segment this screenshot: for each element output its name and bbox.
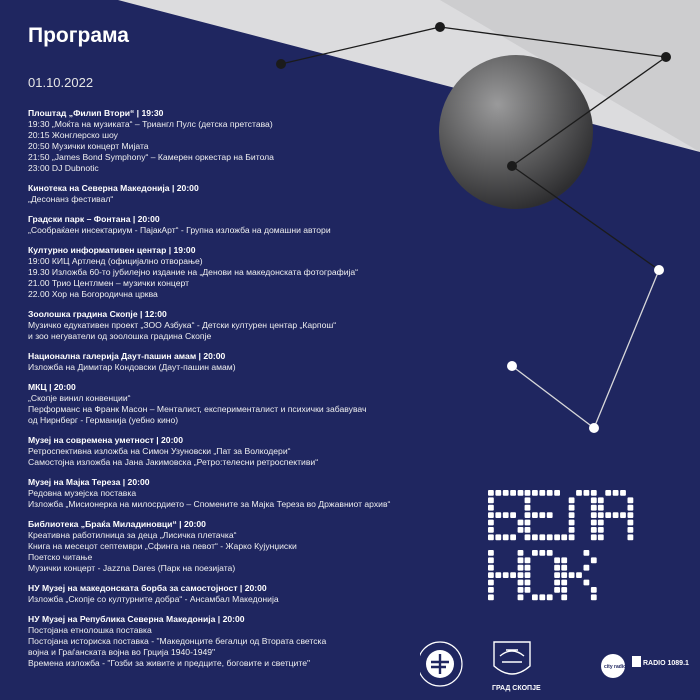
logo-dot — [547, 490, 553, 496]
section-title: Библиотека „Браќа Миладиновци“ | 20:00 — [28, 519, 206, 529]
logo-dot — [525, 490, 531, 496]
section-line: војна и Граѓанската војна во Грција 1940-1949" — [28, 647, 216, 657]
radio-1089-label: RADIO 1089.1 — [643, 660, 689, 667]
section-line: 19.30 Изложба 60-то јубилејно издание на „Денови на македонската фотографија“ — [28, 267, 359, 277]
logo-dot — [503, 572, 509, 578]
program-section — [28, 351, 498, 373]
program-section — [28, 183, 498, 205]
logo-dot — [584, 490, 590, 496]
logo-dot — [488, 520, 494, 526]
program-section — [28, 583, 498, 605]
logo-dot — [561, 594, 567, 600]
logo-dot — [518, 587, 524, 593]
logo-dot — [584, 550, 590, 556]
logo-dot — [598, 512, 604, 518]
logo-dot — [488, 512, 494, 518]
star-dot — [435, 22, 445, 32]
logo-dot — [561, 557, 567, 563]
logo-dot — [495, 512, 501, 518]
logo-dot — [488, 497, 494, 503]
logo-dot — [591, 587, 597, 593]
logo-dot — [488, 580, 494, 586]
logo-dot — [525, 580, 531, 586]
program-section — [28, 435, 498, 468]
logo-dot — [628, 497, 634, 503]
logo-dot — [488, 550, 494, 556]
logo-dot — [532, 490, 538, 496]
logo-dot — [620, 512, 626, 518]
star-dot — [654, 265, 664, 275]
logo-dot — [591, 505, 597, 511]
section-line: 23:00 DJ Dubnotic — [28, 163, 99, 173]
logo-dot — [532, 512, 538, 518]
logo-dot — [554, 557, 560, 563]
logo-dot — [569, 512, 575, 518]
program-section — [28, 245, 498, 300]
logo-dot — [576, 490, 582, 496]
page-title: Програма — [28, 24, 129, 47]
logo-dot — [510, 490, 516, 496]
logo-dot — [554, 565, 560, 571]
logo-dot — [510, 534, 516, 540]
section-line: „Десонанз фестивал“ — [28, 194, 114, 204]
logo-dot — [518, 594, 524, 600]
logo-dot — [613, 512, 619, 518]
city-radio-label: city radio — [604, 664, 627, 670]
star-dot — [507, 161, 517, 171]
logo-dot — [547, 512, 553, 518]
logo-dot — [495, 534, 501, 540]
section-line: Редовна музејска поставка — [28, 488, 137, 498]
logo-dot — [488, 557, 494, 563]
logo-dot — [591, 490, 597, 496]
logo-dot — [605, 490, 611, 496]
logo-dot — [488, 565, 494, 571]
section-title: Музеј на современа уметност | 20:00 — [28, 435, 183, 445]
logo-dot — [518, 565, 524, 571]
section-line: Изложба „Скопје со културните добра“ - Ансамбал Македонија — [28, 594, 279, 604]
section-line: 19:00 КИЦ Артленд (официјално отворање) — [28, 256, 203, 266]
logo-dot — [547, 534, 553, 540]
logo-dot — [569, 572, 575, 578]
logo-dot — [605, 512, 611, 518]
logo-dot — [561, 534, 567, 540]
star-dot — [589, 423, 599, 433]
logo-dot — [591, 527, 597, 533]
section-title: Плоштад „Филип Втори“ | 19:30 — [28, 108, 164, 118]
section-line: Музичко едукативен проект „ЗОО Азбука“ - Детски културен центар „Карпош“ — [28, 320, 337, 330]
logo-dot — [532, 534, 538, 540]
city-radio-logo — [601, 654, 626, 678]
logo-dot — [569, 520, 575, 526]
logo-dot — [598, 534, 604, 540]
sponsor-logos — [420, 638, 695, 693]
section-title: Национална галерија Даут-пашин амам | 20:00 — [28, 351, 226, 361]
logo-dot — [503, 490, 509, 496]
logo-dot — [525, 534, 531, 540]
logo-dot — [532, 594, 538, 600]
logo-dot — [495, 490, 501, 496]
logo-dot — [525, 565, 531, 571]
logo-dot — [518, 580, 524, 586]
logo-dot — [569, 534, 575, 540]
section-line: Поетско читање — [28, 552, 93, 562]
section-line: Изложба на Димитар Кондовски (Даут-пашин амам) — [28, 362, 236, 372]
star-dot — [661, 52, 671, 62]
logo-dot — [539, 550, 545, 556]
logo-dot — [554, 580, 560, 586]
logo-dot — [591, 512, 597, 518]
logo-dot — [510, 512, 516, 518]
logo-dot — [554, 587, 560, 593]
logo-dot — [613, 490, 619, 496]
section-line: Креативна работилница за деца „Лисичка плетачка“ — [28, 530, 237, 540]
section-line: Самостојна изложба на Јана Јакимовска „Ретро:телесни ретроспективи“ — [28, 457, 319, 467]
logo-dot — [591, 520, 597, 526]
logo-dot — [525, 557, 531, 563]
logo-dot — [488, 490, 494, 496]
logo-dot — [598, 505, 604, 511]
city-skopje-logo — [492, 642, 541, 692]
logo-dot — [547, 594, 553, 600]
logo-dot — [525, 497, 531, 503]
event-date: 01.10.2022 — [28, 75, 94, 90]
program-section — [28, 519, 498, 574]
program-section — [28, 477, 498, 510]
section-title: МКЦ | 20:00 — [28, 382, 76, 392]
logo-dot — [554, 534, 560, 540]
logo-dot — [561, 580, 567, 586]
section-line: Книга на месецот септември „Сфинга на певот“ - Жарко Кујунџиски — [28, 541, 297, 551]
logo-dot — [503, 534, 509, 540]
logo-dot — [488, 587, 494, 593]
section-line: од Нирнберг - Германија (уебно кино) — [28, 415, 179, 425]
section-line: 21:50 „James Bond Symphony“ – Камерен оркестар на Битола — [28, 152, 274, 162]
section-line: Перформанс на Франк Масон – Менталист, експерименталист и психички забавувач — [28, 404, 367, 414]
program-section — [28, 309, 498, 342]
section-line: „Скопје винил конвенции“ — [28, 393, 131, 403]
logo-dot — [620, 490, 626, 496]
logo-dot — [628, 527, 634, 533]
logo-dot — [569, 527, 575, 533]
section-line: Времена изложба - "Гозби за живите и предците, боговите и светците" — [28, 658, 311, 668]
logo-dot — [503, 512, 509, 518]
logo-dot — [518, 490, 524, 496]
logo-dot — [628, 505, 634, 511]
star-dot — [276, 59, 286, 69]
section-line: 21.00 Трио Центлмен – музички концерт — [28, 278, 190, 288]
program-section — [28, 108, 498, 174]
logo-dot — [488, 534, 494, 540]
logo-dot — [547, 550, 553, 556]
constellation-lines-light — [512, 270, 659, 428]
section-line: и зоо негуватели од зоолошка градина Скопје — [28, 331, 212, 341]
section-line: „Сообраќаен инсектариум - ПајакАрт“ - Групна изложба на домашни автори — [28, 225, 331, 235]
logo-dot — [488, 505, 494, 511]
bela-nok-logo — [486, 486, 640, 606]
logo-dot — [495, 572, 501, 578]
logo-dot — [532, 550, 538, 556]
logo-dot — [525, 587, 531, 593]
section-line: 20:50 Музички концерт Мијата — [28, 141, 149, 151]
logo-dot — [569, 497, 575, 503]
section-line: Постојана историска поставка - "Македонците бегалци од Втората светска — [28, 636, 327, 646]
section-line: 22.00 Хор на Богородична црква — [28, 289, 158, 299]
section-title: Кинотека на Северна Македонија | 20:00 — [28, 183, 199, 193]
logo-dot — [539, 512, 545, 518]
logo-dot — [628, 534, 634, 540]
logo-dot — [561, 565, 567, 571]
section-title: Зоолошка градина Скопје | 12:00 — [28, 309, 167, 319]
section-line: Постојана етнолошка поставка — [28, 625, 152, 635]
city-skopje-label: ГРАД СКОПЈЕ — [492, 685, 541, 692]
program-list — [28, 108, 498, 678]
logo-dot — [488, 594, 494, 600]
section-line: Ретроспективна изложба на Симон Узуновски „Пат за Волкодери“ — [28, 446, 291, 456]
logo-dot — [569, 505, 575, 511]
section-title: Културно информативен центар | 19:00 — [28, 245, 196, 255]
logo-dot — [525, 527, 531, 533]
logo-dot — [628, 512, 634, 518]
logo-dot — [598, 527, 604, 533]
logo-dot — [591, 594, 597, 600]
section-title: Музеј на Мајка Тереза | 20:00 — [28, 477, 150, 487]
section-line: 19:30 „Моќта на музиката“ – Триангл Пулс (детска претстава) — [28, 119, 273, 129]
logo-dot — [518, 527, 524, 533]
logo-dot — [561, 587, 567, 593]
section-title: Градски парк – Фонтана | 20:00 — [28, 214, 160, 224]
logo-dot — [539, 534, 545, 540]
logo-dot — [510, 572, 516, 578]
logo-dot — [591, 557, 597, 563]
logo-dot — [598, 497, 604, 503]
logo-dot — [576, 572, 582, 578]
logo-dot — [584, 565, 590, 571]
logo-dot — [488, 572, 494, 578]
logo-dot — [539, 490, 545, 496]
logo-dot — [518, 572, 524, 578]
logo-dot — [591, 534, 597, 540]
logo-dot — [554, 490, 560, 496]
logo-dot — [539, 594, 545, 600]
program-section — [28, 382, 498, 426]
logo-dot — [525, 520, 531, 526]
logo-dot — [584, 580, 590, 586]
logo-dot — [628, 520, 634, 526]
section-title: НУ Музеј на македонската борба за самостојност | 20:00 — [28, 583, 267, 593]
logo-dot — [488, 527, 494, 533]
section-line: Музички концерт - Jazzna Dares (Парк на поезијата) — [28, 563, 236, 573]
section-title: НУ Музеј на Република Северна Македонија | 20:00 — [28, 614, 245, 624]
logo-dot — [525, 505, 531, 511]
logo-dot — [518, 550, 524, 556]
section-line: 20:15 Жонглерско шоу — [28, 130, 118, 140]
logo-dot — [518, 557, 524, 563]
university-logo — [420, 642, 462, 686]
logo-dot — [525, 512, 531, 518]
star-dot — [507, 361, 517, 371]
logo-dot — [561, 572, 567, 578]
section-line: Изложба „Мисионерка на милосрдието – Спомените за Мајка Тереза во Државниот архив“ — [28, 499, 391, 509]
logo-dot — [591, 497, 597, 503]
logo-dot — [554, 572, 560, 578]
logo-dot — [525, 572, 531, 578]
program-section — [28, 214, 498, 236]
logo-dot — [518, 520, 524, 526]
logo-dot — [598, 520, 604, 526]
radio-1089-logo — [632, 656, 689, 667]
